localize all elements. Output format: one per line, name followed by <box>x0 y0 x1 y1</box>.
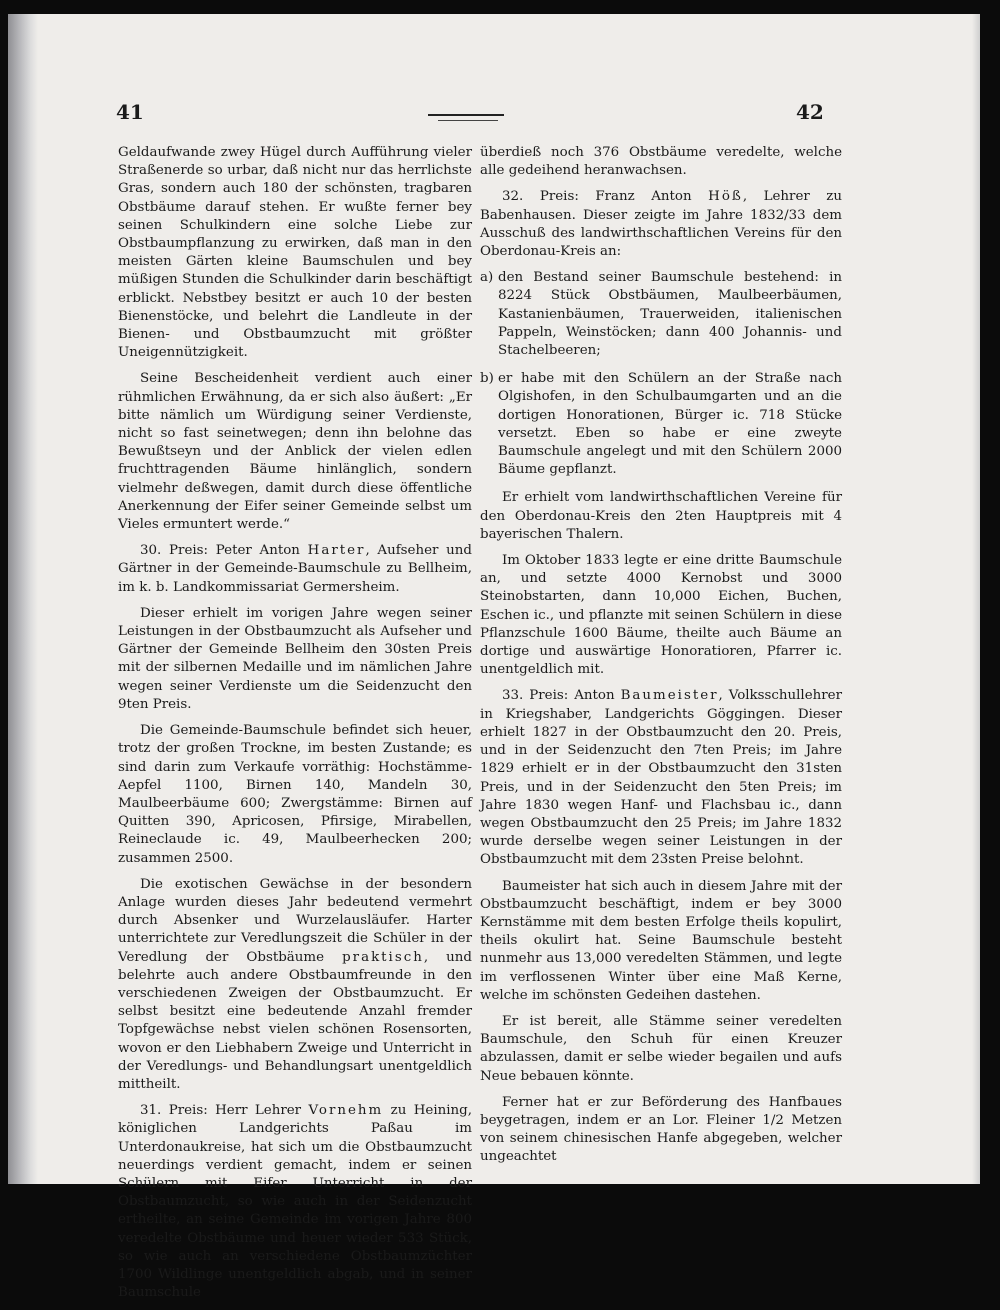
prize-entry-32 <box>480 188 842 261</box>
prize-rest: , Volksschullehrer in Kriegshaber, Landgerichts Göggingen. Dieser erhielt 1827 in der Obstbaumzucht den 20. Preis, und in der Seidenzucht den 7ten Preis; im Jahre 1829 erhielt er in der Obstbaumzucht den 31sten Preis, und in der Seidenzucht den 5ten Preis; im Jahre 1830 wegen Hanf- und Flachsbau ic., dann wegen Obstbaumzucht den 25 Preis; im Jahre 1832 wurde derselbe wegen seiner Leistungen in der Obstbaumzucht mit dem 23sten Preise belohnt. <box>480 688 842 868</box>
paragraph: Dieser erhielt im vorigen Jahre wegen seiner Leistungen in der Obstbaumzucht als Aufseher und Gärtner der Gemeinde Bellheim den 30sten Preis mit der silbernen Medaille und im nämlichen Jahre wegen seiner Verdienste um die Seidenzucht den 9ten Preis. <box>118 605 472 712</box>
prize-winner-name: Baumeister <box>620 688 719 704</box>
page-edge <box>972 14 980 1184</box>
prize-winner-name: Vornehm <box>308 1103 384 1119</box>
paragraph: Ferner hat er zur Beförderung des Hanfbaues beygetragen, indem er an Lor. Fleiner 1/2 Metzen von seinem chinesischen Hanfe abgegeben, welcher ungeachtet <box>480 1094 842 1165</box>
prize-entry-33 <box>480 687 842 869</box>
paragraph: Geldaufwande zwey Hügel durch Aufführung vieler Straßenerde so urbar, daß nicht nur das herrlichste Gras, sondern auch 180 der schönsten, tragbaren Obstbäume darauf stehen. Er wußte ferner bey seinen Schulkindern eine solche Liebe zur Obstbaumpflanzung zu erwirken, daß man in den meisten Gärten kleine Baumschulen und bey müßigen Stunden die Schulkinder darin beschäftigt erblickt. Nebstbey besitzt er auch 10 der besten Bienenstöcke, und belehrt die Landleute in der Bienen- und Obstbaumzucht mit größter Uneigennützigkeit. <box>118 145 472 361</box>
paragraph <box>118 876 472 1094</box>
list-item-text: den Bestand seiner Baumschule bestehend: in 8224 Stück Obstbäumen, Maulbeerbäumen, Kastanienbäumen, Trauerweiden, italienischen Pappeln, Weinstöcken; dann 400 Johannis- und Stachelbeeren; <box>498 270 842 359</box>
paragraph: überdieß noch 376 Obstbäume veredelte, welche alle gedeihend heranwachsen. <box>480 145 842 179</box>
right-column <box>480 144 842 1175</box>
header-rule <box>428 114 504 116</box>
paragraph: Im Oktober 1833 legte er eine dritte Baumschule an, und setzte 4000 Kernobst und 3000 Steinobstarten, dann 10,000 Eichen, Buchen, Eschen ic., und pflanzte mit seinen Schülern in diese Pflanzschule 1600 Bäume, theilte auch Bäume an dortige und auswärtige Honoratioren, Pfarrer ic. unentgeldlich mit. <box>480 553 842 678</box>
left-column <box>118 144 472 1310</box>
list-item-label: a) <box>480 270 494 286</box>
prize-winner-name: Höß <box>708 189 743 205</box>
text-run: , und belehrte auch andere Obstbaumfreunde in den verschiedenen Zweigen der Obstbaumzucht. Er selbst besitzt eine bedeutende Anzahl fremder Topfgewächse nebst vielen schönen Rosensorten, wovon er den Liebhabern Zweige und Unterricht in der Veredlungs- und Behandlungsart unentgeldlich mittheilt. <box>118 949 472 1092</box>
prize-lead: 32. Preis: Franz Anton <box>502 189 709 205</box>
book-spine-shadow <box>8 14 38 1184</box>
prize-lead: 33. Preis: Anton <box>502 688 621 704</box>
header-rule-thin <box>438 120 498 121</box>
left-page-number: 41 <box>116 100 144 124</box>
prize-winner-name: Harter <box>307 543 366 559</box>
paragraph: Seine Bescheidenheit verdient auch einer rühmlichen Erwähnung, da er sich also äußert: „Er bitte nämlich um Würdigung seiner Verdienste, nicht so fast seinetwegen; denn ihn belohne das Bewußtseyn und der Anblick der vielen edlen fruchttragenden Bäume hinlänglich, sondern vielmehr deßwegen, damit durch diese öffentliche Anerkennung der Eifer seiner Gemeinde selbst um Vieles ermuntert werde.“ <box>118 371 472 533</box>
prize-rest: , Lehrer zu Babenhausen. Dieser zeigte im Jahre 1832/33 dem Ausschuß des landwirthschaftlichen Vereins für den Oberdonau-Kreis an: <box>480 189 842 260</box>
list-item <box>480 269 842 360</box>
paragraph: Die Gemeinde-Baumschule befindet sich heuer, trotz der großen Trockne, im besten Zustande; es sind darin zum Verkaufe vorräthig: Hochstämme-Aepfel 1100, Birnen 140, Mandeln 30, Maulbeerbäume 600; Zwergstämme: Birnen auf Quitten 390, Apricosen, Pfirsige, Mirabellen, Reineclaude ic. 49, Maulbeerhecken 200; zusammen 2500. <box>118 723 472 866</box>
prize-lead: 31. Preis: Herr Lehrer <box>140 1103 309 1119</box>
prize-rest: , Aufseher und Gärtner in der Gemeinde-Baumschule zu Bellheim, im k. b. Landkommissariat Germersheim. <box>118 543 472 595</box>
prize-entry-31 <box>118 1102 472 1302</box>
right-page-number: 42 <box>796 100 824 124</box>
emphasis: praktisch <box>342 949 424 965</box>
prize-entry-30 <box>118 542 472 597</box>
paragraph: Baumeister hat sich auch in diesem Jahre mit der Obstbaumzucht beschäftigt, indem er bey 3000 Kernstämme mit dem besten Erfolge theils kopulirt, theils okulirt hat. Seine Baumschule besteht nunmehr aus 13,000 veredelten Stämmen, und legte im verflossenen Winter über eine Maß Kerne, welche im schönsten Gedeihen dastehen. <box>480 878 842 1003</box>
paragraph: Er ist bereit, alle Stämme seiner veredelten Baumschule, den Schuh für einen Kreuzer abzulassen, damit er selbe wieder begailen und aufs Neue bebauen könnte. <box>480 1013 842 1084</box>
text-run: Die exotischen Gewächse in der besondern Anlage wurden dieses Jahr bedeutend vermehrt durch Absenker und Wurzelausläufer. Harter unterrichtete zur Veredlungszeit die Schüler in der Veredlung der Obstbäume <box>118 876 472 965</box>
book-page-spread <box>8 14 980 1301</box>
list-item-text: er habe mit den Schülern an der Straße nach Olgishofen, in den Schulbaumgarten und an die dortigen Honorationen, Bürger ic. 718 Stücke versetzt. Eben so habe er eine zweyte Baumschule angelegt und mit den Schülern 2000 Bäume gepflanzt. <box>498 371 842 478</box>
prize-rest: zu Heining, königlichen Landgerichts Paßau im Unterdonaukreise, hat sich um die Obstbaumzucht neuerdings verdient gemacht, indem er seinen Schülern mit Eifer Unterricht in der Obstbaumzucht, so wie auch in der Seidenzucht ertheilte, an seine Gemeinde im vorigen Jahre 800 veredelte Obstbäume und heuer wieder 533 Stück, so wie auch an verschiedene Obstbaumzüchter 1700 Wildlinge unentgeldlich abgab, und in seiner Baumschule <box>118 1103 472 1301</box>
prize-lead: 30. Preis: Peter Anton <box>140 543 308 559</box>
paragraph: Er erhielt vom landwirthschaftlichen Vereine für den Oberdonau-Kreis den 2ten Hauptpreis mit 4 bayerischen Thalern. <box>480 490 842 542</box>
list-item <box>480 370 842 479</box>
list-item-label: b) <box>480 371 494 387</box>
